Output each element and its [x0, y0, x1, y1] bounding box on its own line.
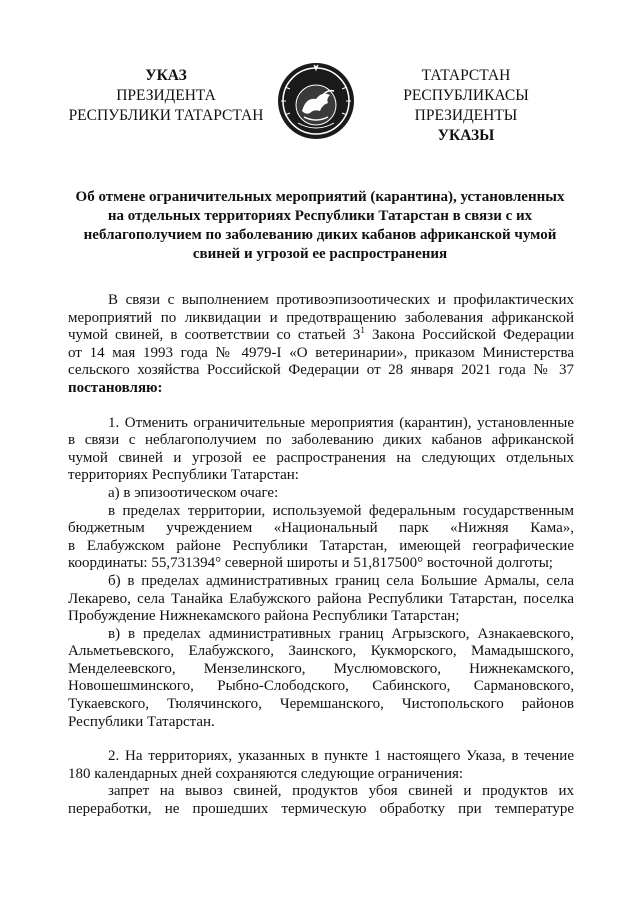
preamble-text: чумой свиней, в соответствии со статьей 3 [68, 327, 361, 344]
subitem-c-line: Новошешминского, Рыбно-Слободского, Сабинского, Сармановского, [68, 678, 574, 695]
preamble-line: В связи с выполнением противоэпизоотических и профилактических [108, 292, 574, 308]
subitem-c-line: Альметьевского, Елабужского, Заинского, Кукморского, Мамадышского, [68, 643, 574, 660]
president-label: ПРЕЗИДЕНТА [116, 87, 216, 104]
preamble-line: от 14 мая 1993 года № 4979-I «О ветеринарии», приказом Министерства [68, 344, 574, 361]
preamble-line: сельского хозяйства Российской Федерации от 28 января 2021 года № 37 [68, 362, 574, 379]
coordinates-line: координаты: 55,731394° северной широты и 51,817500° восточной долготы; [68, 555, 553, 572]
decree-label-tatar: УКАЗЫ [437, 127, 495, 144]
item1-line: в пределах территории, используемой федеральным государственным [108, 502, 574, 519]
preamble-line [68, 327, 574, 345]
item1-line: в связи с неблагополучием по заболеванию диких кабанов африканской [68, 432, 574, 449]
header-right [360, 66, 572, 146]
item1-line: в Елабужском районе Республики Татарстан, имеющей географические [68, 537, 574, 554]
document-body [68, 292, 574, 819]
subitem-c-line: Тукаевского, Тюлячинского, Черемшанского, Чистопольского районов [68, 696, 574, 713]
subitem-c-line: в) в пределах административных границ Агрызского, Азнакаевского, [108, 625, 574, 642]
header-left [60, 66, 272, 126]
item1-line: чумой свиней и угрозой ее распространения на следующих отдельных [68, 449, 574, 466]
preamble-line: мероприятий по ликвидации и предотвращению заболевания африканской [68, 309, 574, 326]
title-line: свиней и угрозой ее распространения [192, 246, 448, 262]
item2-line: 2. На территориях, указанных в пункте 1 настоящего Указа, в течение [108, 748, 574, 765]
decree-label: УКАЗ [145, 67, 187, 84]
resolve-word: постановляю: [68, 379, 163, 396]
item2-line: запрет на вывоз свиней, продуктов убоя свиней и продуктов их [108, 783, 574, 800]
subitem-a-heading: а) в эпизоотическом очаге: [108, 484, 279, 501]
president-label-tatar: ПРЕЗИДЕНТЫ [414, 107, 518, 124]
document-title [70, 188, 570, 264]
republic-label-tatar: ТАТАРСТАН РЕСПУБЛИКАСЫ [403, 67, 529, 104]
republic-label: РЕСПУБЛИКИ ТАТАРСТАН [68, 107, 264, 124]
coat-of-arms-emblem [276, 61, 356, 141]
subitem-b-line: Лекарево, села Танайка Елабужского района Республики Татарстан, поселка [68, 590, 574, 607]
article-superscript: 1 [360, 325, 365, 336]
subitem-b-line: Пробуждение Нижнекамского района Республики Татарстан; [68, 608, 460, 625]
title-line: на отдельных территориях Республики Татарстан в связи с их [107, 208, 533, 224]
title-line: Об отмене ограничительных мероприятий (карантина), установленных [75, 189, 565, 205]
title-line: неблагополучием по заболеванию диких кабанов африканской чумой [83, 227, 557, 243]
item2-line: переработки, не прошедших термическую обработку при температуре [68, 801, 574, 818]
subitem-c-line: Республики Татарстан. [68, 713, 215, 730]
item1-line: территориях Республики Татарстан: [68, 467, 299, 484]
subitem-b-line: б) в пределах административных границ села Большие Армалы, села [108, 572, 574, 589]
item2-line: 180 календарных дней сохраняются следующие ограничения: [68, 765, 464, 782]
preamble-text: Закона Российской Федерации [372, 327, 574, 344]
item1-line: бюджетным учреждением «Национальный парк «Нижняя Кама», [68, 520, 574, 537]
item1-line: 1. Отменить ограничительные мероприятия (карантин), установленные [108, 414, 574, 431]
subitem-c-line: Менделеевского, Мензелинского, Муслюмовского, Нижнекамского, [68, 660, 574, 677]
